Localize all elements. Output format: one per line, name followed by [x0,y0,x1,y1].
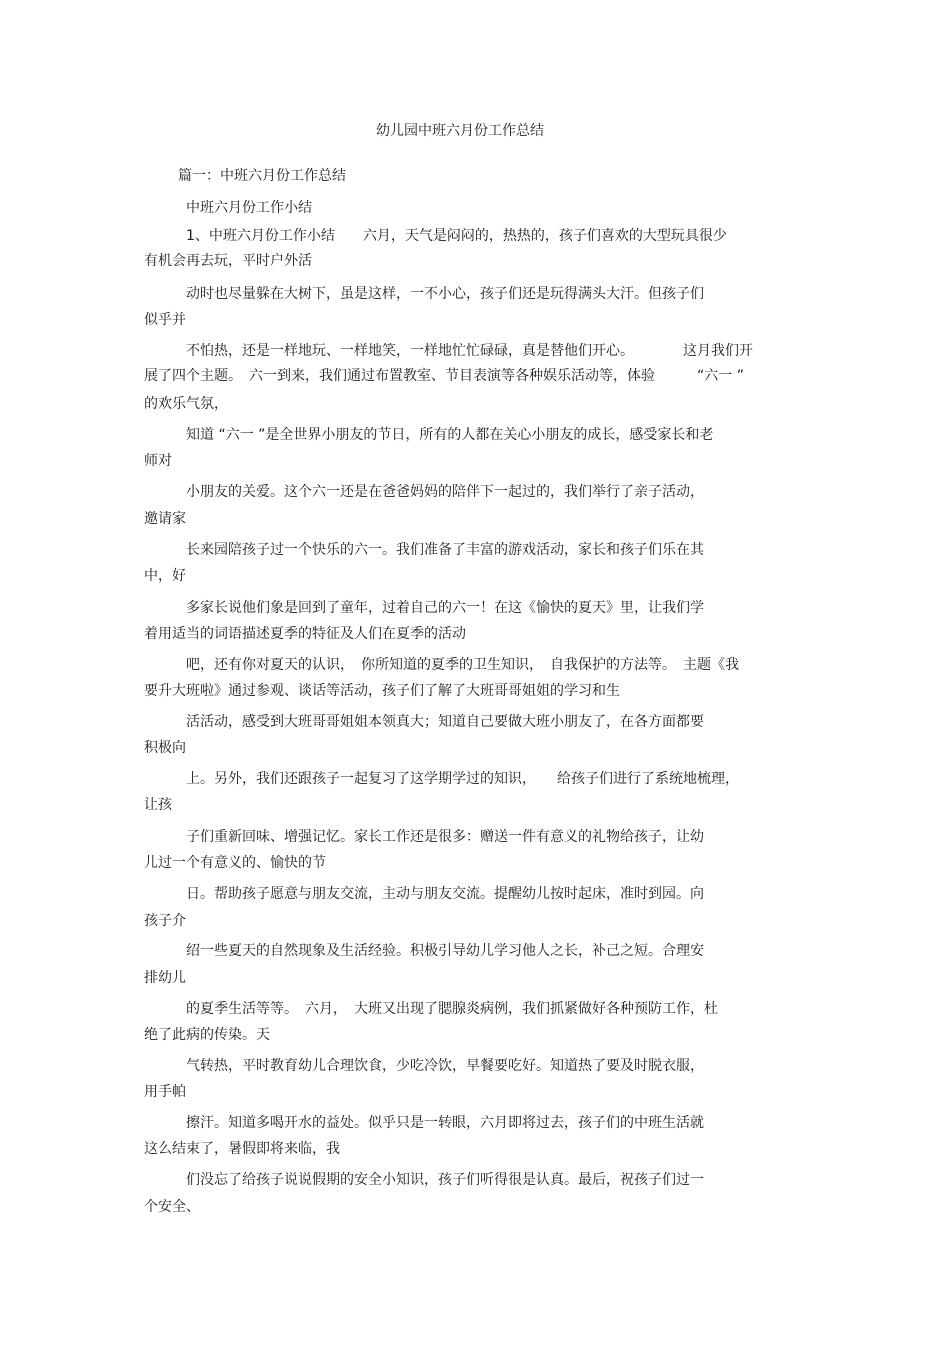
text-line: 这么结束了，暑假即将来临，我 [144,1141,340,1157]
document-title: 幼儿园中班六月份工作总结 [376,123,544,139]
text-line: 似乎并 [144,312,186,328]
text-line: 孩子介 [144,913,186,929]
text-line: 长来园陪孩子过一个快乐的六一。我们准备了丰富的游戏活动，家长和孩子们乐在其 [186,542,704,558]
text-line: 绝了此病的传染。天 [144,1027,270,1043]
text-line: 儿过一个有意义的、愉快的节 [144,855,326,871]
text-line: 1、中班六月份工作小结 六月，天气是闷闷的，热热的，孩子们喜欢的大型玩具很少 [186,228,727,244]
text-line: 让孩 [144,797,172,813]
text-line: 吧，还有你对夏天的认识， 你所知道的夏季的卫生知识， 自我保护的方法等。 主题《我 [186,657,739,673]
text-line: 活活动，感受到大班哥哥姐姐本领真大；知道自己要做大班小朋友了，在各方面都要 [186,714,704,730]
text-line: 师对 [144,453,172,469]
text-line: 子们重新回味、增强记忆。家长工作还是很多：赠送一件有意义的礼物给孩子，让幼 [186,829,704,845]
text-line: 着用适当的词语描述夏季的特征及人们在夏季的活动 [144,626,466,642]
text-line: 日。帮助孩子愿意与朋友交流，主动与朋友交流。提醒幼儿按时起床，准时到园。向 [186,886,704,902]
text-line: 小朋友的关爱。这个六一还是在爸爸妈妈的陪伴下一起过的，我们举行了亲子活动， [186,484,704,500]
text-line: 用手帕 [144,1084,186,1100]
text-line: 上。另外，我们还跟孩子一起复习了这学期学过的知识， 给孩子们进行了系统地梳理， [186,771,739,787]
text-line: 擦汗。知道多喝开水的益处。似乎只是一转眼，六月即将过去，孩子们的中班生活就 [186,1115,704,1131]
text-line: 绍一些夏天的自然现象及生活经验。积极引导幼儿学习他人之长，补己之短。合理安 [186,943,704,959]
text-line: 排幼儿 [144,970,186,986]
text-line: 邀请家 [144,511,186,527]
text-line: 不怕热，还是一样地玩、一样地笑，一样地忙忙碌碌，真是替他们开心。 这月我们开 [186,343,753,359]
section-heading: 篇一：中班六月份工作总结 [178,168,346,184]
text-line: 个安全、 [144,1199,200,1215]
text-line: 有机会再去玩，平时户外活 [144,253,312,269]
text-line: 们没忘了给孩子说说假期的安全小知识，孩子们听得很是认真。最后，祝孩子们过一 [186,1172,704,1188]
text-line: 要升大班啦》通过参观、谈话等活动，孩子们了解了大班哥哥姐姐的学习和生 [144,683,620,699]
text-line: 的欢乐气氛， [144,396,228,412]
subheading: 中班六月份工作小结 [186,200,312,216]
text-line: 展了四个主题。 六一到来，我们通过布置教室、节目表演等各种娱乐活动等，体验 “六一 ” [144,368,744,384]
text-line: 中，好 [144,568,186,584]
text-line: 多家长说他们象是回到了童年，过着自己的六一！在这《愉快的夏天》里，让我们学 [186,600,704,616]
text-line: 积极向 [144,740,186,756]
text-line: 气转热，平时教育幼儿合理饮食，少吃冷饮，早餐要吃好。知道热了要及时脱衣服， [186,1058,704,1074]
text-line: 的夏季生活等等。 六月， 大班又出现了腮腺炎病例，我们抓紧做好各种预防工作，杜 [186,1001,718,1017]
text-line: 知道 “六一 ”是全世界小朋友的节日，所有的人都在关心小朋友的成长，感受家长和老 [186,427,714,443]
text-line: 动时也尽量躲在大树下，虽是这样，一不小心，孩子们还是玩得满头大汗。但孩子们 [186,286,704,302]
